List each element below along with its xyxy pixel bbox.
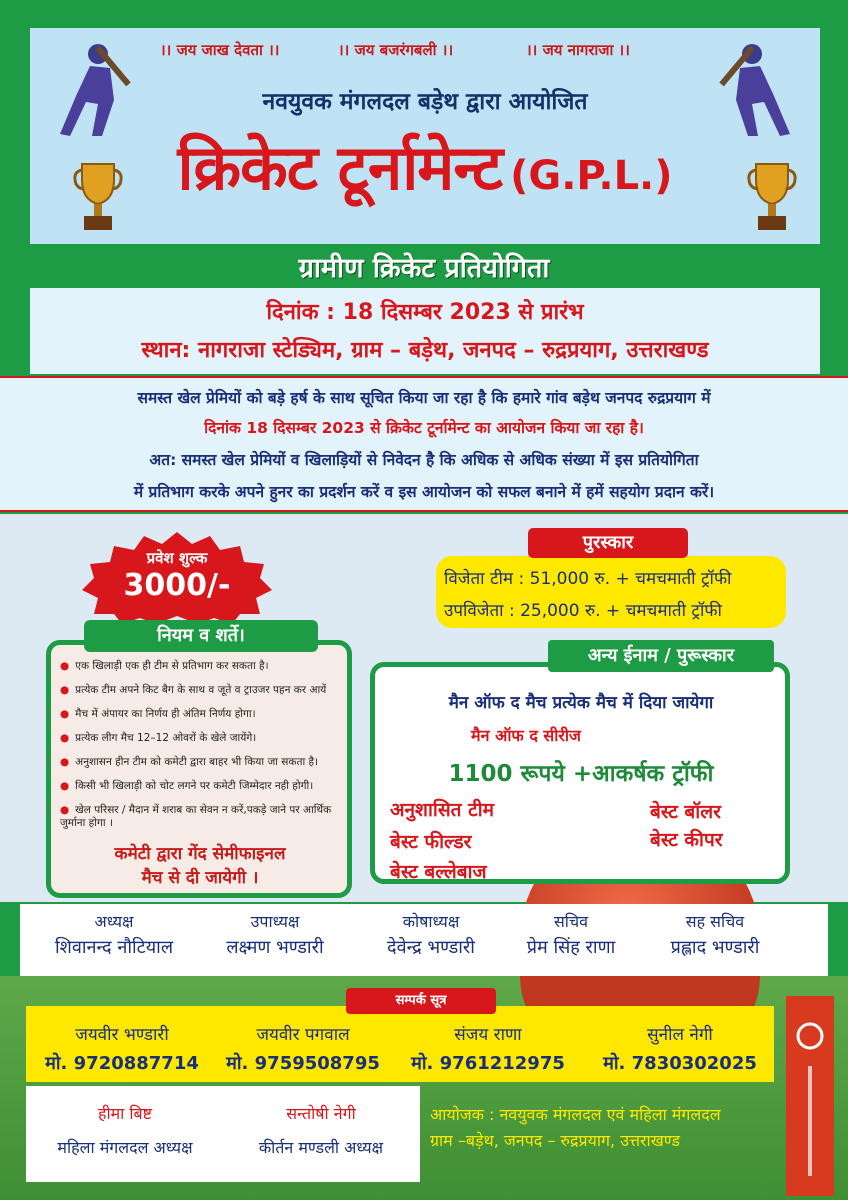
award-best-batsman: बेस्ट बल्लेबाज	[390, 861, 487, 883]
rules-heading: नियम व शर्ते।	[84, 620, 318, 652]
invocation-2: ।। जय बजरंगबली ।।	[338, 41, 454, 59]
woman-leader: सन्तोषी नेगी कीर्तन मण्डली अध्यक्ष	[258, 1104, 384, 1157]
rule-item: ● मैच में अंपायर का निर्णय ही अंतिम निर्णय होगा।	[60, 708, 256, 720]
official: सह सचिव प्रह्लाद भण्डारी	[670, 912, 760, 958]
divider	[0, 510, 848, 512]
trophy-right-icon	[744, 160, 800, 236]
invocation-1: ।। जय जाख देवता ।।	[160, 41, 280, 59]
subtitle: ग्रामीण क्रिकेट प्रतियोगिता	[298, 253, 550, 284]
woman-leader: हीमा बिष्ट महिला मंगलदल अध्यक्ष	[57, 1104, 193, 1157]
official: उपाध्यक्ष लक्ष्मण भण्डारी	[226, 912, 324, 958]
rule-item: ● प्रत्येक टीम अपने किट बैग के साथ व जूते व ट्राउजर पहन कर आयें	[60, 684, 327, 696]
rules-note: कमेटी द्वारा गेंद सेमीफाइनल मैच से दी जायेगी ।	[114, 844, 286, 888]
contact: जयवीर पगवाल मो. 9759508795	[226, 1025, 380, 1074]
award-disciplined-team: अनुशासित टीम	[390, 799, 494, 821]
contact: संजय राणा मो. 9761212975	[411, 1025, 565, 1074]
contact: जयवीर भण्डारी मो. 9720887714	[45, 1025, 199, 1074]
contacts-heading: सम्पर्क सूत्र	[346, 988, 496, 1014]
other-awards-heading: अन्य ईनाम / पुरूस्कार	[548, 640, 774, 672]
bullet-icon: ●	[60, 660, 70, 672]
bullet-icon: ●	[60, 684, 70, 696]
page-title: क्रिकेट टूर्नामेन्ट	[177, 131, 503, 204]
date-venue-box	[30, 288, 820, 374]
official: कोषाध्यक्ष देवेन्द्र भण्डारी	[387, 912, 475, 958]
divider	[0, 376, 848, 378]
bullet-icon: ●	[60, 732, 70, 744]
man-of-match: मैन ऑफ द मैच प्रत्येक मैच में दिया जायेगा	[448, 693, 714, 713]
official: अध्यक्ष शिवानन्द नौटियाल	[54, 912, 174, 958]
prize-runner-up: उपविजेता : 25,000 रु. + चमचमाती ट्रॉफी	[444, 601, 722, 621]
rule-item: ● एक खिलाड़ी एक ही टीम से प्रतिभाग कर सकता है।	[60, 660, 269, 672]
man-of-series: मैन ऑफ द सीरीज	[471, 726, 581, 745]
series-prize: 1100 रूपये +आकर्षक ट्रॉफी	[448, 761, 714, 787]
rule-item: ● किसी भी खिलाड़ी को चोट लगने पर कमेटी जिम्मेदार नही होगी।	[60, 780, 314, 792]
event-date: दिनांक : 18 दिसम्बर 2023 से प्रारंभ	[266, 300, 584, 325]
bullet-icon: ●	[60, 804, 70, 816]
organizer-info: आयोजक : नवयुवक मंगलदल एवं महिला मंगलदल ग्राम –बड़ेथ, जनपद – रुद्रप्रयाग, उत्तराखण्ड	[430, 1105, 721, 1150]
title-suffix: (G.P.L.)	[510, 153, 673, 199]
rule-item: ● प्रत्येक लीग मैच 12–12 ओवरों के खेले जायेंगे।	[60, 732, 257, 744]
award-best-bowler: बेस्ट बॉलर	[650, 801, 721, 823]
prize-winner: विजेता टीम : 51,000 रु. + चमचमाती ट्रॉफी	[444, 569, 732, 589]
contact: सुनील नेगी मो. 7830302025	[603, 1025, 757, 1074]
bullet-icon: ●	[60, 708, 70, 720]
event-venue: स्थान: नागराजा स्टेड्यिम, ग्राम – बड़ेथ, जनपद – रुद्रप्रयाग, उत्तराखण्ड	[141, 338, 709, 363]
invocation-3: ।। जय नागराजा ।।	[526, 41, 630, 59]
award-best-keeper: बेस्ट कीपर	[650, 829, 723, 851]
organiser-line: नवयुवक मंगलदल बड़ेथ द्वारा आयोजित	[262, 89, 588, 115]
entry-fee-value: 3000/-	[123, 568, 231, 603]
printer-logo-icon	[786, 996, 834, 1196]
notice-section	[0, 376, 848, 512]
rule-item: ● खेल परिसर / मैदान में शराब का सेवन न करें,पकड़े जाने पर आर्थिक जुर्माना होगा ।	[60, 804, 332, 829]
entry-fee-label: प्रवेश शुल्क	[146, 549, 208, 567]
header-banner	[30, 28, 820, 244]
notice-line-3: अत: समस्त खेल प्रेमियों व खिलाड़ियों से निवेदन है कि अधिक से अधिक संख्या में इस प्रतियोगिता	[149, 451, 699, 469]
trophy-left-icon	[70, 160, 126, 236]
notice-line-1: समस्त खेल प्रेमियों को बड़े हर्ष के साथ सूचित किया जा रहा है कि हमारे गांव बड़ेथ जनपद रुद्रप्रयाग में	[137, 389, 711, 407]
award-best-fielder: बेस्ट फील्डर	[390, 831, 472, 853]
prize-heading: पुरस्कार	[528, 528, 688, 558]
bullet-icon: ●	[60, 756, 70, 768]
title-row	[30, 124, 820, 208]
notice-line-2: दिनांक 18 दिसम्बर 2023 से क्रिकेट टूर्नामेन्ट का आयोजन किया जा रहा है।	[204, 419, 644, 437]
notice-line-4: में प्रतिभाग करके अपने हुनर का प्रदर्शन करें व इस आयोजन को सफल बनाने में हमें सहयोग प्रदान करें।	[133, 483, 715, 501]
bullet-icon: ●	[60, 780, 70, 792]
rule-item: ● अनुशासन हीन टीम को कमेटी द्वारा बाहर भी किया जा सकता है।	[60, 756, 319, 768]
official: सचिव प्रेम सिंह राणा	[526, 912, 616, 958]
